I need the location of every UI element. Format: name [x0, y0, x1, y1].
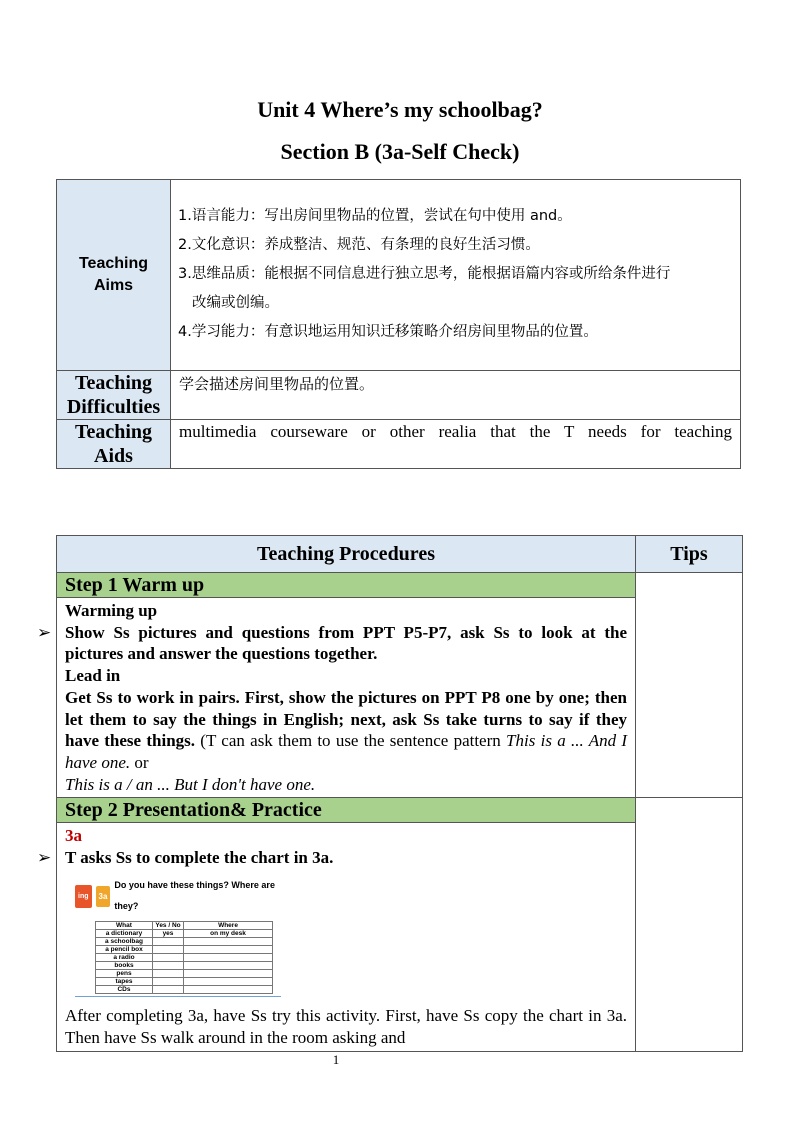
teaching-aims-label: Teaching Aims — [57, 180, 171, 371]
step2-content — [37, 823, 636, 1051]
teaching-difficulties-text: 学会描述房间里物品的位置。 — [171, 371, 741, 420]
chart-3a-tag: 3a — [96, 886, 111, 908]
chart-divider — [75, 996, 281, 997]
section-title: Section B (3a-Self Check) — [280, 139, 520, 164]
step2-after-text: After completing 3a, have Ss try this activity. First, have Ss copy the chart in 3a. Then have Ss walk around in the room asking and — [65, 1006, 627, 1047]
chart-3a-image — [75, 875, 281, 997]
bullet-arrow-icon: ➢ — [37, 622, 52, 642]
teaching-aims-table — [56, 179, 741, 469]
teaching-aims-list — [171, 180, 741, 371]
step1-tips-cell — [636, 573, 743, 798]
chart-row: a radio — [96, 954, 273, 962]
chart-3a-table — [95, 921, 273, 994]
bullet-arrow-icon: ➢ — [37, 848, 52, 868]
leadin-text: Get Ss to work in pairs. First, show the pictures on PPT P8 one by one; then let them to say the things in English; next, ask Ss take turns to say if they have these things. (T can ask them to use the sentence pattern This is a ... And I have one. or This is a / an ... But I don't have one. — [65, 687, 628, 794]
step1-title: Step 1 Warm up — [57, 573, 636, 598]
chart-row: books — [96, 962, 273, 970]
warming-text: Show Ss pictures and questions from PPT P5-P7, ask Ss to look at the pictures and answer the questions together. — [65, 622, 627, 664]
chart-row: pens — [96, 970, 273, 978]
aim-item: 4.学习能力：有意识地运用知识迁移策略介绍房间里物品的位置。 — [178, 324, 598, 340]
aim-item-continued: 改编或创编。 — [192, 295, 279, 311]
step2-instruction: T asks Ss to complete the chart in 3a. — [65, 848, 334, 868]
chart-col-header: Where — [184, 922, 273, 930]
teaching-aids-text: multimedia courseware or other realia that the T needs for teaching — [171, 420, 741, 469]
teaching-aids-label: Teaching Aids — [57, 420, 171, 469]
procedures-header: Teaching Procedures — [57, 536, 636, 573]
page-number: 1 — [332, 1052, 340, 1067]
chart-row: tapes — [96, 978, 273, 986]
aim-item: 1.语言能力：写出房间里物品的位置，尝试在句中使用 and。 — [178, 208, 572, 224]
chart-col-header: Yes / No — [153, 922, 184, 930]
leadin-heading: Lead in — [65, 666, 121, 686]
label-3a: 3a — [65, 826, 82, 846]
chart-3a-badge: ing — [75, 885, 92, 909]
teaching-procedures-table — [37, 535, 743, 1052]
aim-item: 2.文化意识：养成整洁、规范、有条理的良好生活习惯。 — [178, 237, 540, 253]
step1-content — [37, 598, 636, 798]
chart-3a-question: Do you have these things? Where are they? — [114, 879, 275, 912]
chart-row: a pencil box — [96, 946, 273, 954]
chart-3a-heading — [75, 875, 281, 918]
tips-header: Tips — [636, 536, 743, 573]
unit-title: Unit 4 Where’s my schoolbag? — [257, 97, 543, 122]
aim-item: 3.思维品质：能根据不同信息进行独立思考，能根据语篇内容或所给条件进行 — [178, 266, 671, 282]
warming-heading: Warming up — [65, 601, 158, 620]
step2-title: Step 2 Presentation& Practice — [57, 798, 636, 823]
chart-row: CDs — [96, 986, 273, 994]
step2-tips-cell — [636, 798, 743, 1051]
chart-row: a schoolbag — [96, 938, 273, 946]
chart-row: a dictionary yes on my desk — [96, 930, 273, 938]
teaching-difficulties-label: Teaching Difficulties — [57, 371, 171, 420]
chart-col-header: What — [96, 922, 153, 930]
